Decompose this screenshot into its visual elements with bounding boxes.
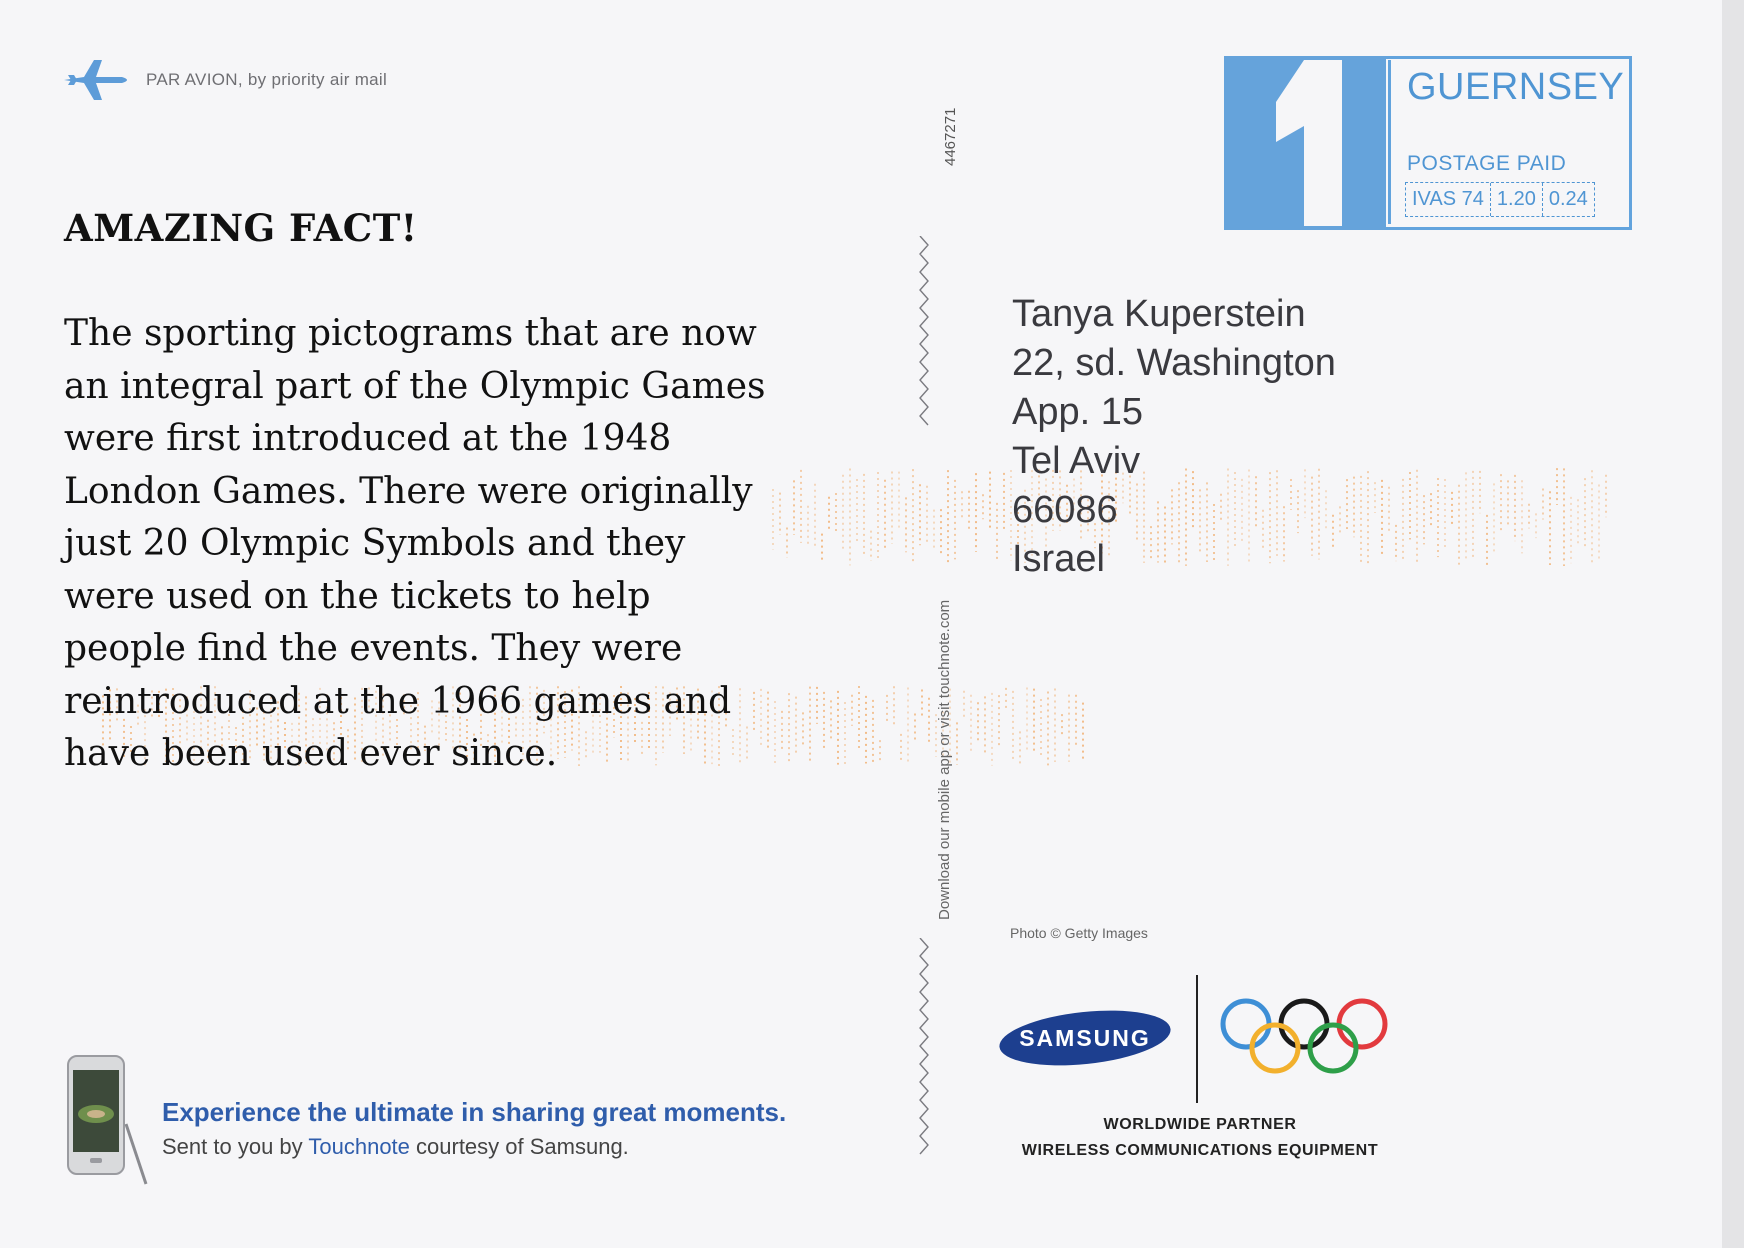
promo-suffix: courtesy of Samsung.	[409, 1134, 629, 1159]
fact-line: London Games. There were originally	[64, 470, 753, 512]
address-name: Tanya Kuperstein	[1012, 293, 1306, 335]
logo-divider	[1196, 975, 1198, 1103]
recipient-address	[1012, 290, 1336, 584]
stamp-code: 0.24	[1548, 188, 1588, 210]
partner-line: WORLDWIDE PARTNER	[1103, 1116, 1297, 1133]
partner-caption	[990, 1112, 1410, 1164]
stamp-code: IVAS 74	[1406, 183, 1491, 216]
address-postcode: 66086	[1012, 489, 1118, 531]
divider-promo-text: Download our mobile app or visit touchnote.com	[936, 599, 953, 920]
fact-line: just 20 Olympic Symbols and they	[64, 523, 686, 564]
fact-line: reintroduced at the 1966 games and	[64, 680, 732, 722]
stamp-codes	[1405, 182, 1595, 217]
touchnote-link[interactable]: Touchnote	[308, 1134, 410, 1159]
stamp-code: 1.20	[1491, 183, 1543, 216]
address-country: Israel	[1012, 538, 1105, 580]
partner-line: WIRELESS COMMUNICATIONS EQUIPMENT	[1021, 1142, 1379, 1159]
promo-prefix: Sent to you by	[162, 1134, 309, 1159]
stamp-country: GUERNSEY	[1407, 66, 1625, 108]
smartphone-image	[64, 1054, 152, 1186]
fact-line: The sporting pictograms that are now	[64, 313, 757, 354]
promo-subline	[162, 1134, 629, 1160]
air-mail-label	[64, 58, 387, 102]
zigzag-line	[920, 236, 928, 425]
stamp-numeral	[1224, 56, 1386, 230]
divider-zigzag	[914, 236, 938, 426]
divider-zigzag	[914, 938, 938, 1160]
olympic-rings-logo	[1218, 996, 1390, 1078]
photo-credit: Photo © Getty Images	[1010, 925, 1148, 941]
card-code: 4467271	[942, 107, 959, 166]
airplane-icon	[64, 58, 132, 102]
samsung-logo	[998, 1008, 1172, 1068]
fact-line: an integral part of the Olympic Games	[64, 365, 766, 407]
zigzag-line	[920, 938, 928, 1154]
samsung-wordmark: SAMSUNG	[1019, 1025, 1151, 1051]
fact-line: have been used ever since.	[64, 733, 558, 774]
air-mail-text: PAR AVION, by priority air mail	[146, 70, 388, 89]
fact-title: AMAZING FACT!	[64, 206, 418, 250]
stamp-label: POSTAGE PAID	[1407, 152, 1567, 175]
promo-headline: Experience the ultimate in sharing great moments.	[162, 1097, 787, 1127]
fact-line: people find the events. They were	[64, 628, 683, 669]
postage-stamp	[1224, 56, 1632, 230]
address-apartment: App. 15	[1012, 391, 1143, 433]
fact-line: were first introduced at the 1948	[64, 418, 672, 459]
stamp-info	[1388, 60, 1629, 224]
fact-line: were used on the tickets to help	[64, 575, 651, 617]
scan-edge	[1722, 0, 1744, 1248]
address-street: 22, sd. Washington	[1012, 342, 1336, 384]
address-city: Tel Aviv	[1012, 440, 1141, 482]
fact-body	[64, 308, 844, 781]
